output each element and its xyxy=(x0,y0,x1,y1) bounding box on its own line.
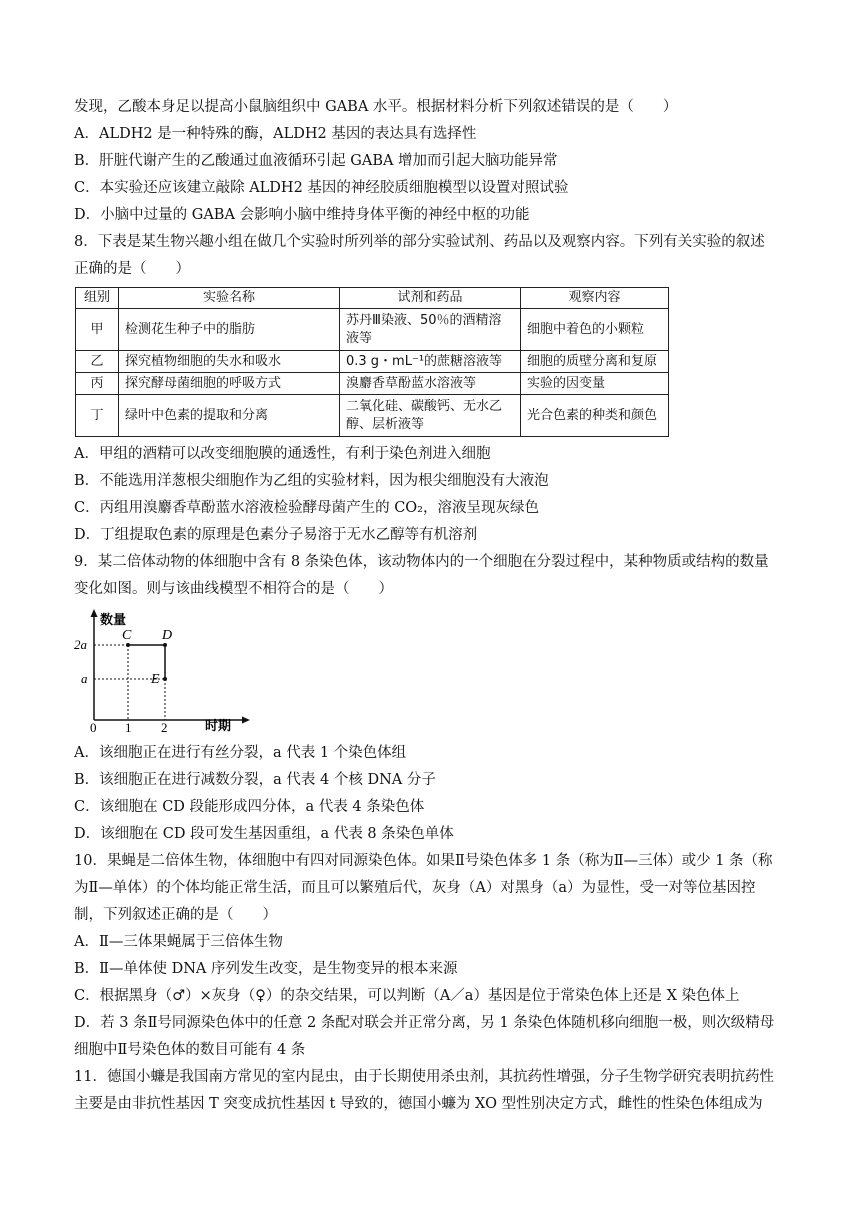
table-row xyxy=(76,395,669,437)
point-e xyxy=(163,677,167,681)
table-header: 组别 xyxy=(76,288,119,309)
option-c: C．该细胞在 CD 段能形成四分体，a 代表 4 条染色体 xyxy=(74,799,425,815)
question-10-stem: 10．果蝇是二倍体生物，体细胞中有四对同源染色体。如果Ⅱ号染色体多 1 条（称为Ⅱ—三体）或少 1 条（称 xyxy=(74,853,773,869)
table-cell: 细胞中着色的小颗粒 xyxy=(521,309,669,351)
option-c: C．丙组用溴麝香草酚蓝水溶液检验酵母菌产生的 CO₂，溶液呈现灰绿色 xyxy=(74,500,539,516)
y-tick-label: 2a xyxy=(74,637,87,652)
point-label: E xyxy=(151,672,160,687)
option-d-cont: 细胞中Ⅱ号染色体的数目可能有 4 条 xyxy=(74,1042,306,1058)
option-a: A．ALDH2 是一种特殊的酶，ALDH2 基因的表达具有选择性 xyxy=(74,126,477,142)
question-10-stem-cont: 为Ⅱ—单体）的个体均能正常生活，而且可以繁殖后代，灰身（A）对黑身（a）为显性，受一对等位基因控 xyxy=(74,880,756,896)
experiment-table xyxy=(75,287,669,437)
option-d: D．该细胞在 CD 段可发生基因重组，a 代表 8 条染色单体 xyxy=(74,826,454,842)
x-axis-label: 时期 xyxy=(205,718,232,733)
point-label: C xyxy=(122,628,132,643)
table-cell: 探究植物细胞的失水和吸水 xyxy=(119,351,340,373)
table-cell: 甲 xyxy=(76,309,119,351)
table-cell: 实验的因变量 xyxy=(521,373,669,395)
option-d: D．丁组提取色素的原理是色素分子易溶于无水乙醇等有机溶剂 xyxy=(74,527,478,543)
option-d: D．小脑中过量的 GABA 会影响小脑中维持身体平衡的神经中枢的功能 xyxy=(74,207,530,223)
option-c: C．根据黑身（♂）×灰身（♀）的杂交结果，可以判断（A／a）基因是位于常染色体上还是 X 染色体上 xyxy=(74,988,740,1004)
table-cell: 0.3 g・mL⁻¹的蔗糖溶液等 xyxy=(340,351,521,373)
table-cell: 绿叶中色素的提取和分离 xyxy=(119,395,340,437)
text-line: 发现，乙酸本身足以提高小鼠脑组织中 GABA 水平。根据材料分析下列叙述错误的是（ ） xyxy=(74,99,678,115)
table-header: 试剂和药品 xyxy=(340,288,521,309)
y-tick-label: a xyxy=(81,671,88,686)
point-c xyxy=(126,643,130,647)
table-cell: 苏丹Ⅲ染液、50％的酒精溶液等 xyxy=(340,309,521,351)
option-d: D．若 3 条Ⅱ号同源染色体中的任意 2 条配对联会并正常分离，另 1 条染色体随机移向细胞一极，则次级精母 xyxy=(74,1015,775,1031)
x-tick-label: 0 xyxy=(90,720,97,735)
question-11-stem: 11．德国小蠊是我国南方常见的室内昆虫，由于长期使用杀虫剂，其抗药性增强，分子生物学研究表明抗药性 xyxy=(74,1069,774,1085)
x-tick-label: 2 xyxy=(161,720,168,735)
y-axis-label: 数量 xyxy=(100,612,127,627)
question-9-stem: 9．某二倍体动物的体细胞中含有 8 条染色体，该动物体内的一个细胞在分裂过程中，某种物质或结构的数量 xyxy=(74,554,769,570)
table-row xyxy=(76,309,669,351)
table-cell: 探究酵母菌细胞的呼吸方式 xyxy=(119,373,340,395)
option-a: A．Ⅱ—三体果蝇属于三倍体生物 xyxy=(74,934,283,950)
question-11-stem-cont: 主要是由非抗性基因 T 突变成抗性基因 t 导致的，德国小蠊为 XO 型性别决定方式，雌性的性染色体组成为 xyxy=(74,1096,763,1112)
option-a: A．甲组的酒精可以改变细胞膜的通透性，有利于染色剂进入细胞 xyxy=(74,446,491,462)
option-b: B．不能选用洋葱根尖细胞作为乙组的实验材料，因为根尖细胞没有大液泡 xyxy=(74,473,549,489)
table-row xyxy=(76,373,669,395)
y-axis-arrow xyxy=(91,609,98,617)
question-10-stem-cont: 制，下列叙述正确的是（ ） xyxy=(74,907,277,923)
question-8-stem-cont: 正确的是（ ） xyxy=(74,261,190,277)
table-cell: 丁 xyxy=(76,395,119,437)
option-b: B．Ⅱ—单体使 DNA 序列发生改变，是生物变异的根本来源 xyxy=(74,961,458,977)
point-d xyxy=(163,643,167,647)
option-a: A．该细胞正在进行有丝分裂，a 代表 1 个染色体组 xyxy=(74,745,407,761)
table-header: 实验名称 xyxy=(119,288,340,309)
point-label: D xyxy=(162,628,173,643)
table-header-row xyxy=(76,288,669,309)
question-9-stem-cont: 变化如图。则与该曲线模型不相符合的是（ ） xyxy=(74,581,393,597)
table-row xyxy=(76,351,669,373)
option-b: B．肝脏代谢产生的乙酸通过血液循环引起 GABA 增加而引起大脑功能异常 xyxy=(74,153,558,169)
table-cell: 光合色素的种类和颜色 xyxy=(521,395,669,437)
table-header: 观察内容 xyxy=(521,288,669,309)
table-cell: 检测花生种子中的脂肪 xyxy=(119,309,340,351)
option-c: C．本实验还应该建立敲除 ALDH2 基因的神经胶质细胞模型以设置对照试验 xyxy=(74,180,569,196)
table-cell: 乙 xyxy=(76,351,119,373)
option-b: B．该细胞正在进行减数分裂，a 代表 4 个核 DNA 分子 xyxy=(74,772,436,788)
question-8-stem: 8．下表是某生物兴趣小组在做几个实验时所列举的部分实验试剂、药品以及观察内容。下列有关实验的叙述 xyxy=(74,234,765,250)
table-cell: 丙 xyxy=(76,373,119,395)
x-axis-arrow xyxy=(242,717,250,724)
quantity-graph xyxy=(70,608,260,738)
x-tick-label: 1 xyxy=(125,720,132,735)
table-cell: 细胞的质壁分离和复原 xyxy=(521,351,669,373)
table-cell: 溴麝香草酚蓝水溶液等 xyxy=(340,373,521,395)
table-cell: 二氧化硅、碳酸钙、无水乙醇、层析液等 xyxy=(340,395,521,437)
